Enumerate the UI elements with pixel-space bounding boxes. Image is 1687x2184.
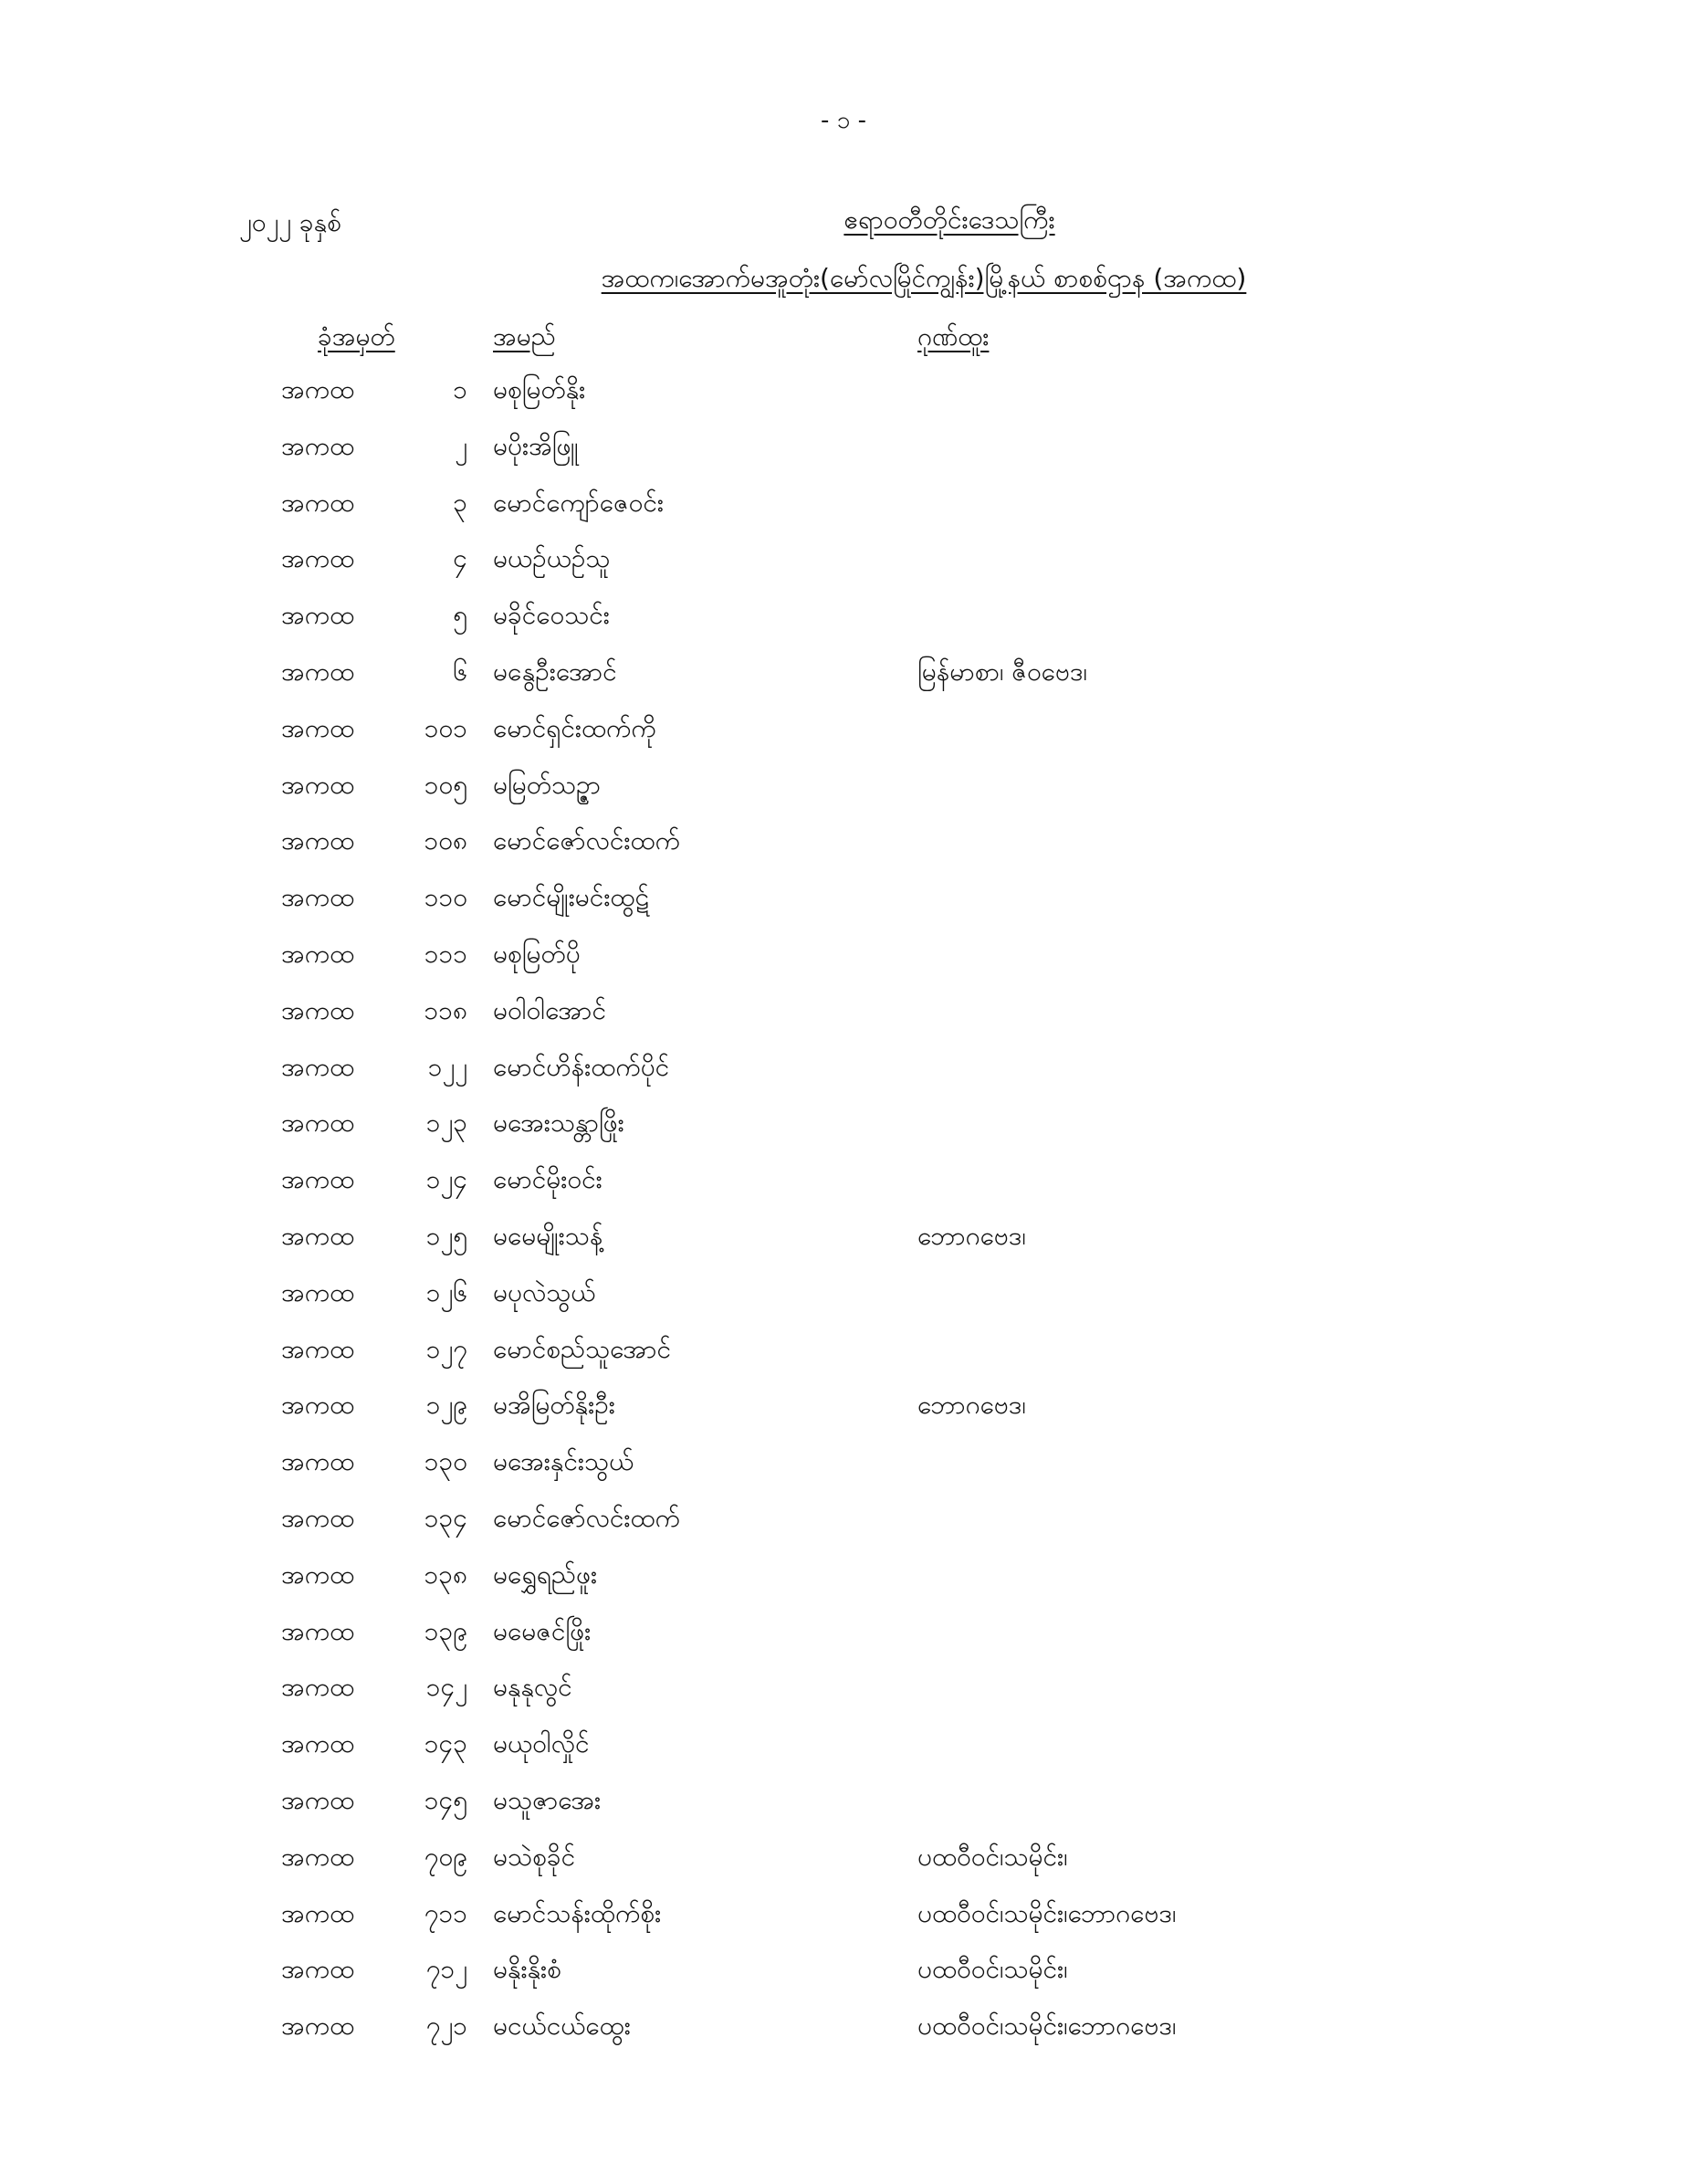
list-item xyxy=(0,1332,1687,1389)
student-name: မသဲစုခိုင် xyxy=(493,1841,576,1872)
list-item xyxy=(0,1444,1687,1501)
student-name: မအေးနှင်းသွယ် xyxy=(493,1446,634,1477)
roll-number: ၁၂၆ xyxy=(425,1276,467,1307)
student-name: မောင်ရှင်းထက်ကို xyxy=(493,712,656,743)
student-name: မပုလဲသွယ် xyxy=(493,1276,596,1307)
student-name: မောင်မျိုးမင်းထွဋ် xyxy=(493,882,650,913)
roll-prefix: အကထ xyxy=(281,1390,355,1421)
list-item xyxy=(0,429,1687,486)
list-item xyxy=(0,486,1687,542)
column-headers xyxy=(0,320,1687,360)
roll-number: ၁၂၄ xyxy=(425,1164,467,1195)
roll-prefix: အကထ xyxy=(281,2011,355,2042)
header-roll-number: ခုံအမှတ် xyxy=(318,321,395,352)
list-item xyxy=(0,711,1687,768)
roll-number: ၁၄၂ xyxy=(425,1672,467,1703)
header-name: အမည် xyxy=(493,321,556,352)
student-name: မနွေဦးအောင် xyxy=(493,656,617,687)
header-distinctions: ဂုဏ်ထူး xyxy=(917,321,990,352)
student-name: မစုမြတ်ပို xyxy=(493,938,581,969)
roll-number: ၅ xyxy=(453,600,467,631)
list-item xyxy=(0,1162,1687,1219)
student-name: မပိုးအိဖြူ xyxy=(493,430,579,461)
page-number: - ၁ - xyxy=(821,107,866,134)
roll-prefix: အကထ xyxy=(281,825,355,856)
distinctions: ဘောဂဗေဒ၊ xyxy=(917,1390,1026,1421)
roll-number: ၇၂၁ xyxy=(425,2011,467,2042)
student-name: မအိမြတ်နိုးဦး xyxy=(493,1390,615,1421)
roll-prefix: အကထ xyxy=(281,1784,355,1815)
roll-number: ၁၄၃ xyxy=(424,1728,467,1759)
roll-prefix: အကထ xyxy=(281,938,355,969)
list-item xyxy=(0,1840,1687,1896)
roll-number: ၄ xyxy=(453,543,467,574)
roll-number: ၁၄၅ xyxy=(424,1784,467,1815)
distinctions: ဘောဂဗေဒ၊ xyxy=(917,1220,1026,1251)
roll-prefix: အကထ xyxy=(281,1220,355,1251)
roll-number: ၁၂၂ xyxy=(427,1051,467,1082)
student-name: မရွှေရည်ဖူး xyxy=(493,1559,598,1590)
list-item xyxy=(0,1106,1687,1162)
distinctions: မြန်မာစာ၊ ဇီဝဗေဒ၊ xyxy=(917,656,1087,687)
roll-number: ၁၃၈ xyxy=(424,1559,467,1590)
roll-prefix: အကထ xyxy=(281,1108,355,1139)
roll-prefix: အကထ xyxy=(281,1446,355,1477)
roll-number: ၆ xyxy=(453,656,467,687)
list-item xyxy=(0,880,1687,937)
roll-prefix: အကထ xyxy=(281,1559,355,1590)
roll-number: ၁၃၄ xyxy=(424,1502,467,1533)
list-item xyxy=(0,541,1687,598)
student-name: မောင်စည်သူအောင် xyxy=(493,1333,671,1364)
roll-number: ၁၁၀ xyxy=(424,882,467,913)
roll-number: ၁ xyxy=(453,374,467,404)
list-item xyxy=(0,824,1687,880)
roll-number: ၁၃၀ xyxy=(424,1446,467,1477)
distinctions: ပထဝီဝင်၊သမိုင်း၊ဘောဂဗေဒ၊ xyxy=(917,1897,1177,1928)
roll-prefix: အကထ xyxy=(281,487,355,518)
roll-number: ၇၁၁ xyxy=(424,1897,467,1928)
results-list xyxy=(0,373,1687,2065)
roll-number: ၁၃၉ xyxy=(424,1615,467,1646)
list-item xyxy=(0,1219,1687,1276)
roll-prefix: အကထ xyxy=(281,430,355,461)
roll-number: ၁၀၁ xyxy=(424,712,467,743)
student-name: မယဉ်ယဉ်သူ xyxy=(493,543,611,574)
student-name: မောင်ကျော်ဇေဝင်း xyxy=(493,487,665,518)
student-name: မဝါဝါအောင် xyxy=(493,994,606,1025)
student-name: မောင်ဇော်လင်းထက် xyxy=(493,825,680,856)
list-item xyxy=(0,373,1687,429)
list-item xyxy=(0,1276,1687,1332)
list-item xyxy=(0,768,1687,824)
student-name: မငယ်ငယ်ထွေး xyxy=(493,2011,631,2042)
roll-prefix: အကထ xyxy=(281,1897,355,1928)
student-name: မခိုင်ဝေသင်း xyxy=(493,600,610,631)
roll-prefix: အကထ xyxy=(281,543,355,574)
distinctions: ပထဝီဝင်၊သမိုင်း၊ xyxy=(917,1954,1068,1985)
student-name: မယုဝါလှိုင် xyxy=(493,1728,590,1759)
roll-number: ၁၂၃ xyxy=(425,1108,467,1139)
student-name: မမေဇင်ဖြိုး xyxy=(493,1615,592,1646)
student-name: မောင်ဟိန်းထက်ပိုင် xyxy=(493,1051,670,1082)
student-name: မမြတ်သဉ္ဇာ xyxy=(493,769,602,800)
student-name: မစုမြတ်နိုး xyxy=(493,374,586,404)
roll-prefix: အကထ xyxy=(281,1051,355,1082)
list-item xyxy=(0,655,1687,711)
roll-prefix: အကထ xyxy=(281,994,355,1025)
list-item xyxy=(0,1050,1687,1107)
list-item xyxy=(0,598,1687,655)
exam-center-title-text: အထက၊အောက်မအူတုံး(မော်လမြိုင်ကျွန်း)မြို့နယ် စာစစ်ဌာန (အကထ) xyxy=(601,263,1247,293)
roll-prefix: အကထ xyxy=(281,1164,355,1195)
list-item xyxy=(0,1388,1687,1444)
region-title-text: ဧရာဝတီတိုင်းဒေသကြီး xyxy=(844,205,1055,235)
roll-number: ၂ xyxy=(455,430,467,461)
roll-number: ၁၀၅ xyxy=(424,769,467,800)
roll-prefix: အကထ xyxy=(281,374,355,404)
list-item xyxy=(0,1783,1687,1840)
list-item xyxy=(0,2009,1687,2065)
roll-prefix: အကထ xyxy=(281,1728,355,1759)
roll-prefix: အကထ xyxy=(281,712,355,743)
list-item xyxy=(0,1558,1687,1614)
student-name: မောင်ဇော်လင်းထက် xyxy=(493,1502,680,1533)
roll-prefix: အကထ xyxy=(281,1954,355,1985)
roll-number: ၁၂၇ xyxy=(425,1333,467,1364)
roll-prefix: အကထ xyxy=(281,1276,355,1307)
roll-prefix: အကထ xyxy=(281,1841,355,1872)
student-name: မောင်သန်းထိုက်စိုး xyxy=(493,1897,662,1928)
year-label: ၂၀၂၂ ခုနှစ် xyxy=(239,207,341,237)
roll-number: ၁၁၁ xyxy=(424,938,467,969)
list-item xyxy=(0,937,1687,993)
roll-prefix: အကထ xyxy=(281,1615,355,1646)
list-item xyxy=(0,1670,1687,1727)
distinctions: ပထဝီဝင်၊သမိုင်း၊ xyxy=(917,1841,1068,1872)
list-item xyxy=(0,1614,1687,1671)
roll-prefix: အကထ xyxy=(281,1333,355,1364)
exam-center-title xyxy=(602,261,1247,299)
roll-number: ၇၀၉ xyxy=(424,1841,467,1872)
roll-prefix: အကထ xyxy=(281,600,355,631)
roll-number: ၁၁၈ xyxy=(424,994,467,1025)
roll-prefix: အကထ xyxy=(281,882,355,913)
student-name: မမေမျိုးသန့် xyxy=(493,1220,603,1251)
roll-prefix: အကထ xyxy=(281,1672,355,1703)
distinctions: ပထဝီဝင်၊သမိုင်း၊ဘောဂဗေဒ၊ xyxy=(917,2011,1177,2042)
list-item xyxy=(0,1727,1687,1783)
roll-prefix: အကထ xyxy=(281,656,355,687)
list-item xyxy=(0,1501,1687,1558)
list-item xyxy=(0,1896,1687,1953)
roll-prefix: အကထ xyxy=(281,1502,355,1533)
list-item xyxy=(0,1952,1687,2009)
student-name: မောင်မိုးဝင်း xyxy=(493,1164,602,1195)
student-name: မအေးသန္တာဖြိုး xyxy=(493,1108,624,1139)
student-name: မနိုးနိုးစံ xyxy=(493,1954,561,1985)
student-name: မနုနုလွင် xyxy=(493,1672,572,1703)
roll-number: ၁၀၈ xyxy=(424,825,467,856)
roll-number: ၁၂၉ xyxy=(425,1390,467,1421)
list-item xyxy=(0,993,1687,1050)
roll-number: ၃ xyxy=(453,487,467,518)
roll-number: ၇၁၂ xyxy=(425,1954,467,1985)
region-title xyxy=(844,203,1054,241)
student-name: မသူဇာအေး xyxy=(493,1784,602,1815)
roll-prefix: အကထ xyxy=(281,769,355,800)
roll-number: ၁၂၅ xyxy=(425,1220,467,1251)
